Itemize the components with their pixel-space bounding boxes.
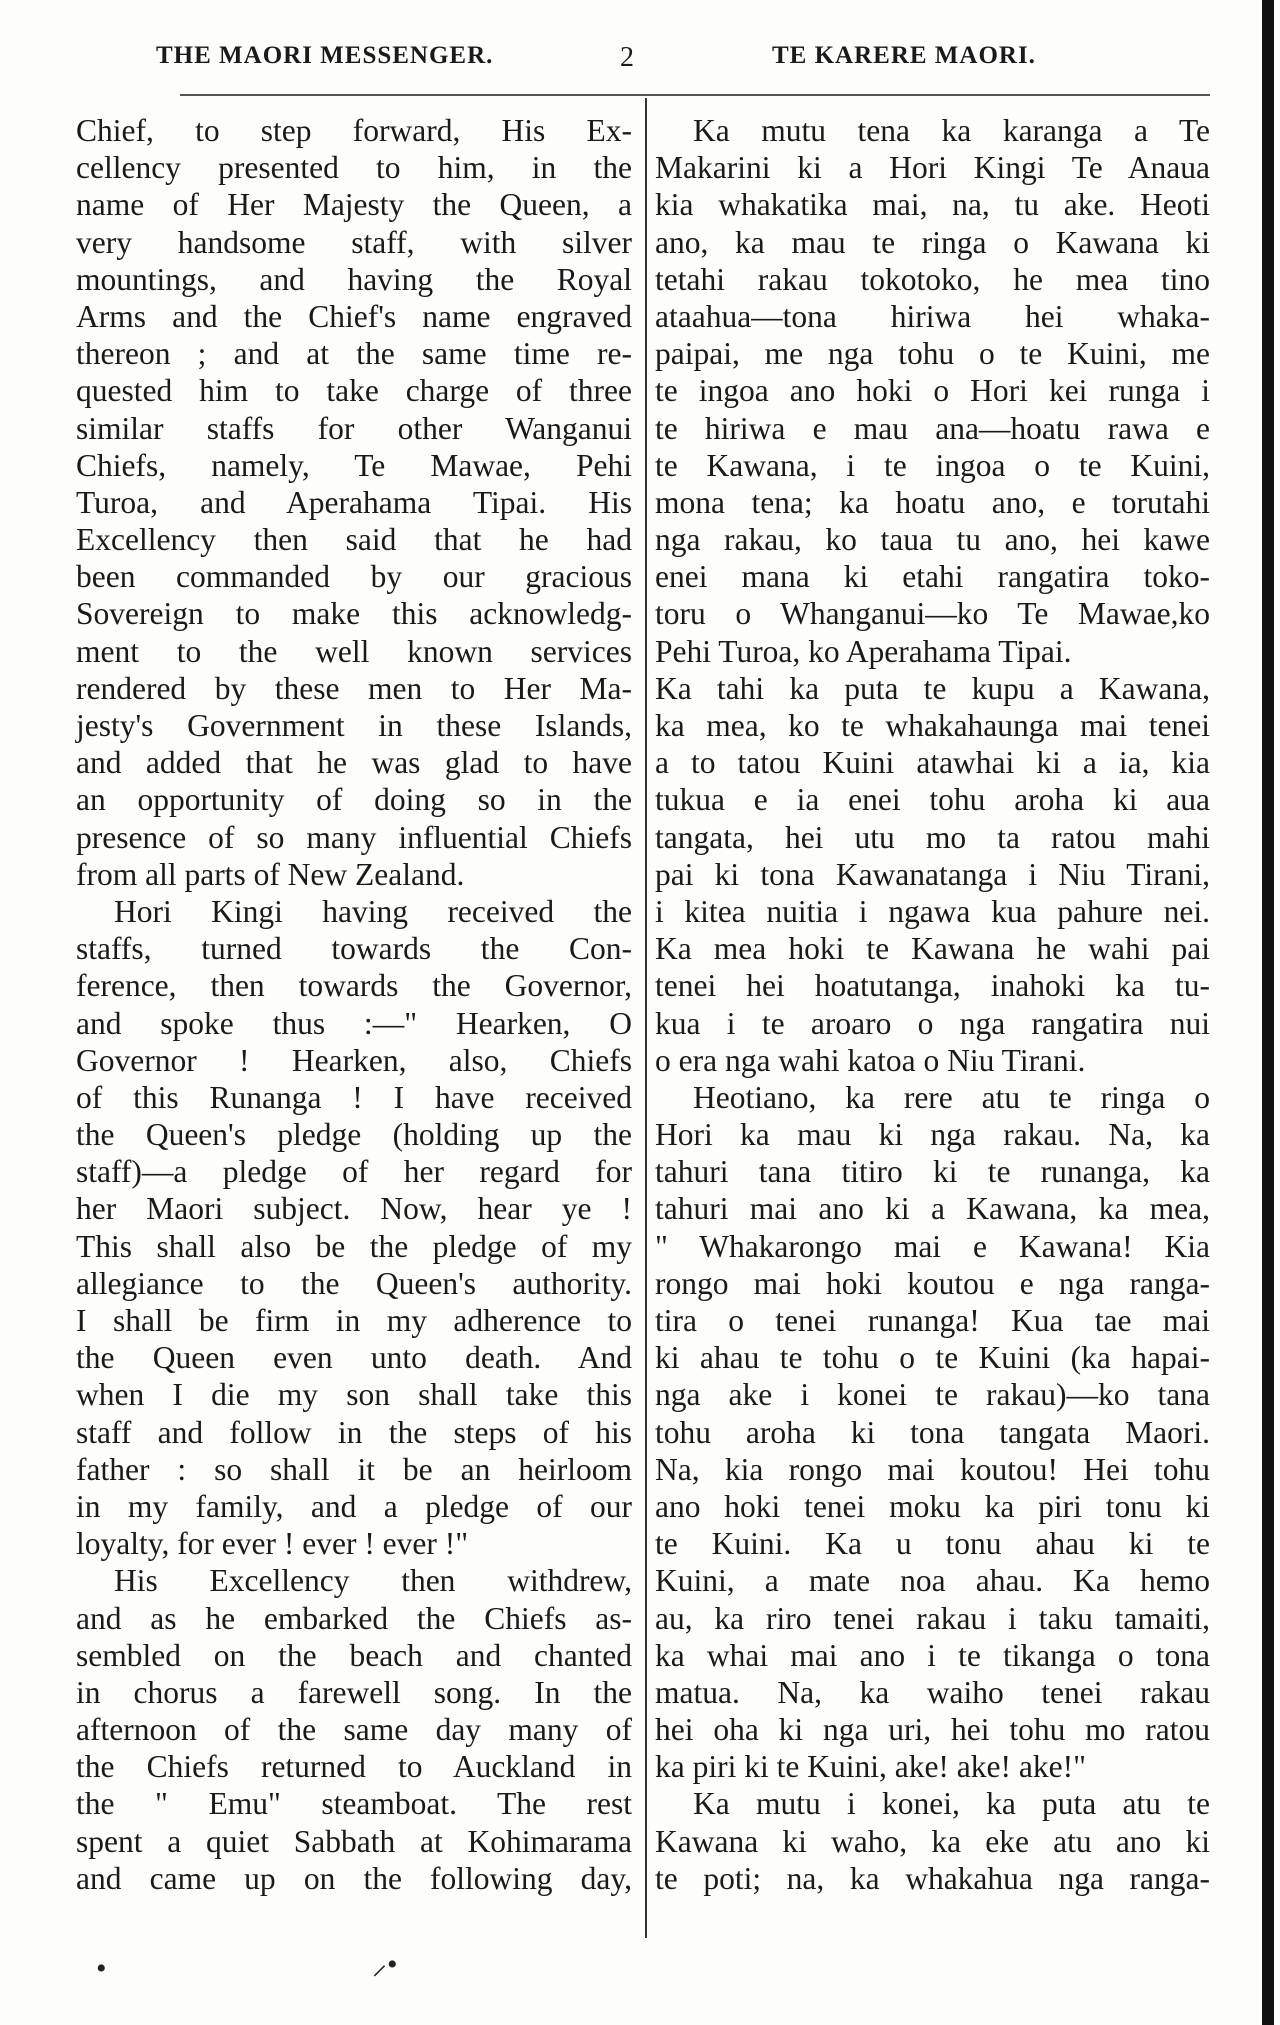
english-text-line: Chief, to step forward, His Ex- xyxy=(76,113,632,148)
english-text-line: staffs, turned towards the Con- xyxy=(76,931,632,967)
print-speck: ⸝• xyxy=(372,1948,398,1981)
english-text-line: jesty's Government in these Islands, xyxy=(76,708,632,743)
maori-text-line: te Kuini. Ka u tonu ahau ki te xyxy=(655,1526,1210,1562)
english-text-line: I shall be firm in my adherence to xyxy=(76,1303,632,1338)
english-text-line: presence of so many influential Chiefs xyxy=(76,819,632,855)
english-text-line: and as he embarked the Chiefs as- xyxy=(76,1600,632,1636)
page-number: 2 xyxy=(620,42,635,73)
english-text-line: when I die my son shall take this xyxy=(76,1377,632,1413)
maori-text-line: Heotiano, ka rere atu te ringa o xyxy=(693,1079,1210,1115)
english-text-line: staff)—a pledge of her regard for xyxy=(76,1154,632,1190)
maori-text-line: tahuri mai ano ki a Kawana, ka mea, xyxy=(655,1191,1210,1227)
english-text-line: loyalty, for ever ! ever ! ever !" xyxy=(76,1526,469,1562)
maori-text-line: Pehi Turoa, ko Aperahama Tipai. xyxy=(655,633,1072,669)
english-column xyxy=(76,112,632,1897)
maori-text-line: mona tena; ka hoatu ano, e torutahi xyxy=(655,484,1210,520)
english-text-line: similar staffs for other Wanganui xyxy=(76,410,632,446)
print-speck: • xyxy=(96,1952,107,1985)
english-text-line: sembled on the beach and chanted xyxy=(76,1637,632,1673)
maori-text-line: te poti; na, ka whakahua nga ranga- xyxy=(655,1860,1210,1896)
english-text-line: in chorus a farewell song. In the xyxy=(76,1674,632,1710)
english-text-line: very handsome staff, with silver xyxy=(76,224,632,260)
english-text-line: rendered by these men to Her Ma- xyxy=(76,670,632,706)
maori-text-line: ano, ka mau te ringa o Kawana ki xyxy=(655,224,1210,260)
maori-text-line: Ka tahi ka puta te kupu a Kawana, xyxy=(655,670,1210,706)
column-divider xyxy=(645,98,647,1938)
maori-text-line: te hiriwa e mau ana—hoatu rawa e xyxy=(655,410,1210,446)
english-text-line: cellency presented to him, in the xyxy=(76,150,632,186)
english-text-line: ment to the well known services xyxy=(76,633,632,669)
english-text-line: and added that he was glad to have xyxy=(76,745,632,781)
maori-text-line: tahuri tana titiro ki te runanga, ka xyxy=(655,1154,1210,1190)
english-text-line: Turoa, and Aperahama Tipai. His xyxy=(76,484,632,520)
english-text-line: Governor ! Hearken, also, Chiefs xyxy=(76,1042,632,1078)
english-text-line: from all parts of New Zealand. xyxy=(76,856,465,892)
maori-text-line: paipai, me nga tohu o te Kuini, me xyxy=(655,336,1210,372)
maori-text-line: ka whai mai ano i te tikanga o tona xyxy=(655,1637,1210,1673)
maori-text-line: a to tatou Kuini atawhai ki a ia, kia xyxy=(655,745,1210,781)
english-text-line: This shall also be the pledge of my xyxy=(76,1228,632,1264)
english-text-line: name of Her Majesty the Queen, a xyxy=(76,187,632,223)
maori-text-line: Na, kia rongo mai koutou! Hei tohu xyxy=(655,1451,1210,1487)
maori-text-line: pai ki tona Kawanatanga i Niu Tirani, xyxy=(655,856,1210,892)
header-rule xyxy=(180,94,1210,96)
english-text-line: been commanded by our gracious xyxy=(76,559,632,595)
english-text-line: thereon ; and at the same time re- xyxy=(76,336,632,372)
maori-text-line: Ka mutu i konei, ka puta atu te xyxy=(693,1786,1210,1822)
maori-text-line: ano hoki tenei moku ka piri tonu ki xyxy=(655,1488,1210,1524)
english-text-line: mountings, and having the Royal xyxy=(76,261,632,297)
english-text-line: and came up on the following day, xyxy=(76,1860,632,1896)
maori-text-line: matua. Na, ka waiho tenei rakau xyxy=(655,1674,1210,1710)
maori-text-line: o era nga wahi katoa o Niu Tirani. xyxy=(655,1042,1086,1078)
english-text-line: father : so shall it be an heirloom xyxy=(76,1451,632,1487)
maori-text-line: kia whakatika mai, na, tu ake. Heoti xyxy=(655,187,1210,223)
english-text-line: Hori Kingi having received the xyxy=(114,893,632,929)
page-header xyxy=(150,42,1120,82)
english-text-line: her Maori subject. Now, hear ye ! xyxy=(76,1191,632,1227)
maori-text-line: Ka mea hoki te Kawana he wahi pai xyxy=(655,931,1210,967)
maori-text-line: Hori ka mau ki nga rakau. Na, ka xyxy=(655,1117,1210,1153)
maori-text-line: au, ka riro tenei rakau i taku tamaiti, xyxy=(655,1600,1210,1636)
english-text-line: in my family, and a pledge of our xyxy=(76,1488,632,1524)
maori-text-line: nga ake i konei te rakau)—ko tana xyxy=(655,1377,1210,1413)
maori-text-line: nga rakau, ko taua tu ano, hei kawe xyxy=(655,522,1210,558)
maori-text-line: Kuini, a mate noa ahau. Ka hemo xyxy=(655,1563,1210,1599)
english-text-line: ference, then towards the Governor, xyxy=(76,968,632,1004)
maori-text-line: ataahua—tona hiriwa hei whaka- xyxy=(655,298,1210,334)
english-masthead: THE MAORI MESSENGER. xyxy=(156,42,494,69)
english-text-line: quested him to take charge of three xyxy=(76,373,632,409)
english-text-line: Chiefs, namely, Te Mawae, Pehi xyxy=(76,447,632,483)
maori-text-line: tira o tenei runanga! Kua tae mai xyxy=(655,1303,1210,1338)
english-text-line: the Queen even unto death. And xyxy=(76,1340,632,1376)
maori-text-line: Kawana ki waho, ka eke atu ano ki xyxy=(655,1823,1210,1859)
english-text-line: Excellency then said that he had xyxy=(76,522,632,558)
english-text-line: an opportunity of doing so in the xyxy=(76,782,632,818)
maori-text-line: te ingoa ano hoki o Hori kei runga i xyxy=(655,373,1210,409)
english-text-line: Arms and the Chief's name engraved xyxy=(76,298,632,334)
maori-text-line: te Kawana, i te ingoa o te Kuini, xyxy=(655,447,1210,483)
english-text-line: spent a quiet Sabbath at Kohimarama xyxy=(76,1823,632,1859)
maori-text-line: kua i te aroaro o nga rangatira nui xyxy=(655,1005,1210,1041)
maori-text-line: tetahi rakau tokotoko, he mea tino xyxy=(655,261,1210,297)
english-text-line: staff and follow in the steps of his xyxy=(76,1414,632,1450)
english-text-line: of this Runanga ! I have received xyxy=(76,1079,632,1115)
maori-text-line: tukua e ia enei tohu aroha ki aua xyxy=(655,782,1210,818)
maori-text-line: ka mea, ko te whakahaunga mai tenei xyxy=(655,708,1210,743)
maori-text-line: i kitea nuitia i ngawa kua pahure nei. xyxy=(655,893,1210,929)
maori-text-line: ki ahau te tohu o te Kuini (ka hapai- xyxy=(655,1340,1210,1376)
maori-text-line: rongo mai hoki koutou e nga ranga- xyxy=(655,1265,1210,1301)
english-text-line: the Queen's pledge (holding up the xyxy=(76,1117,632,1153)
maori-text-line: toru o Whanganui—ko Te Mawae,ko xyxy=(655,596,1210,632)
english-text-line: allegiance to the Queen's authority. xyxy=(76,1265,632,1301)
maori-text-line: " Whakarongo mai e Kawana! Kia xyxy=(655,1228,1210,1264)
english-text-line: the " Emu" steamboat. The rest xyxy=(76,1786,632,1822)
maori-masthead: TE KARERE MAORI. xyxy=(772,42,1036,69)
maori-text-line: Makarini ki a Hori Kingi Te Anaua xyxy=(655,150,1210,186)
maori-text-line: tenei hei hoatutanga, inahoki ka tu- xyxy=(655,968,1210,1004)
maori-text-line: tohu aroha ki tona tangata Maori. xyxy=(655,1414,1210,1450)
maori-text-line: enei mana ki etahi rangatira toko- xyxy=(655,559,1210,595)
english-text-line: and spoke thus :—" Hearken, O xyxy=(76,1005,632,1041)
english-text-line: the Chiefs returned to Auckland in xyxy=(76,1749,632,1785)
maori-text-line: hei oha ki nga uri, hei tohu mo ratou xyxy=(655,1712,1210,1748)
maori-text-line: ka piri ki te Kuini, ake! ake! ake!" xyxy=(655,1749,1086,1785)
english-text-line: Sovereign to make this acknowledg- xyxy=(76,596,632,632)
english-text-line: His Excellency then withdrew, xyxy=(114,1563,632,1599)
english-text-line: afternoon of the same day many of xyxy=(76,1712,632,1748)
page-edge-shadow xyxy=(1262,0,1274,2025)
maori-column xyxy=(655,112,1210,1897)
maori-text-line: Ka mutu tena ka karanga a Te xyxy=(693,113,1210,148)
maori-text-line: tangata, hei utu mo ta ratou mahi xyxy=(655,819,1210,855)
